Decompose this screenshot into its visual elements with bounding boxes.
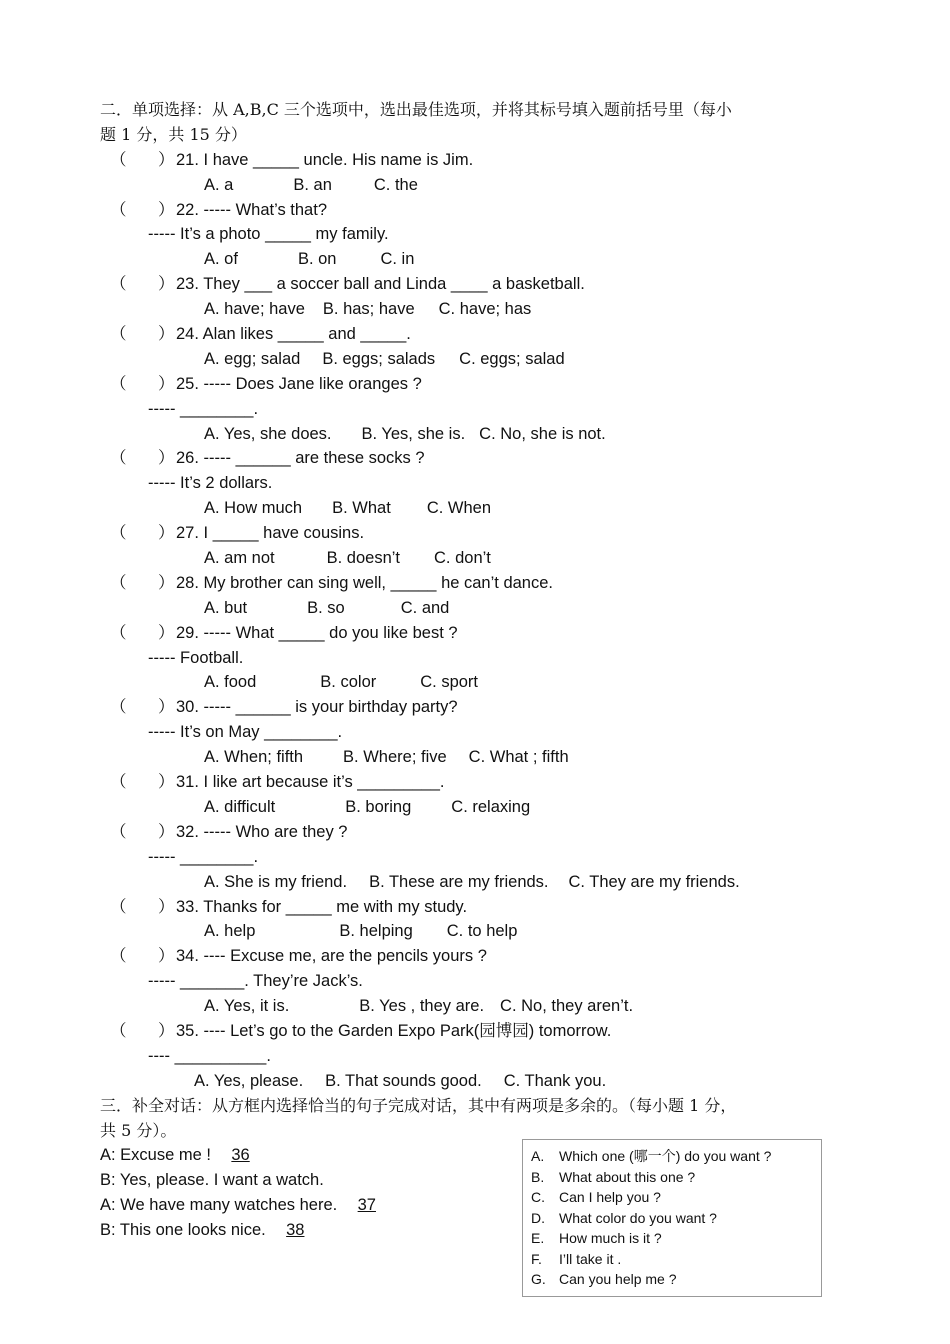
options-line — [100, 496, 870, 521]
dialogue-text: A: We have many watches here. — [100, 1196, 342, 1215]
box-option — [531, 1146, 821, 1167]
option-b: B. What — [332, 499, 391, 518]
question-text: 23. They ___ a soccer ball and Linda ____ a basketball. — [176, 275, 585, 294]
question-text: 35. ---- Let’s go to the Garden Expo Park(园博园) tomorrow. — [176, 1021, 612, 1040]
box-option-text: What about this one ? — [559, 1168, 696, 1185]
dialogue-text: A: Excuse me ! — [100, 1146, 216, 1165]
options-line — [100, 297, 870, 322]
question-response: ----- Football. — [148, 648, 244, 667]
question-line — [100, 521, 870, 546]
answer-bracket-left: （ — [110, 623, 127, 642]
answer-blank: 36 — [231, 1146, 250, 1165]
question-line — [100, 820, 870, 845]
question-response: ----- It’s a photo _____ my family. — [148, 225, 389, 244]
question-line — [100, 944, 870, 969]
question-text: 24. Alan likes _____ and _____. — [176, 325, 411, 344]
option-b: B. has; have — [322, 300, 415, 319]
question-text: 34. ---- Excuse me, are the pencils yours ? — [176, 947, 487, 966]
option-a: A. have; have — [204, 300, 305, 319]
answer-bracket-right: ） — [158, 1021, 175, 1040]
box-option-key: B. — [531, 1168, 545, 1185]
options-line — [100, 422, 870, 447]
answer-bracket-right: ） — [158, 573, 175, 592]
option-a: A. How much — [204, 499, 303, 518]
question-line — [100, 770, 870, 795]
worksheet — [100, 98, 870, 1243]
dialogue-text: B: Yes, please. I want a watch. — [100, 1171, 324, 1190]
box-option-key: G. — [531, 1271, 546, 1287]
option-c: C. the — [373, 175, 418, 194]
box-option — [531, 1187, 821, 1208]
box-option-key: C. — [531, 1189, 545, 1205]
options-line — [100, 596, 870, 621]
answer-bracket-right: ） — [158, 449, 175, 468]
box-option-key: D. — [531, 1209, 545, 1226]
question-response: ----- ________. — [148, 847, 259, 866]
option-a: A. Yes, she does. — [204, 424, 332, 443]
answer-blank: 37 — [357, 1196, 376, 1215]
question-line — [100, 198, 870, 223]
answer-bracket-right: ） — [158, 200, 175, 219]
box-option-text: Which one (哪一个) do you want ? — [559, 1148, 772, 1164]
answer-bracket-right: ） — [158, 773, 175, 792]
question-response: ---- __________. — [148, 1046, 271, 1065]
section3-heading-1: 三．补全对话：从方框内选择恰当的句子完成对话，其中有两项是多余的。（每小题 1 分， — [100, 1095, 737, 1115]
dialogue-text: B: This one looks nice. — [100, 1221, 271, 1240]
option-c: C. No, they aren’t. — [500, 997, 634, 1016]
box-option — [531, 1167, 821, 1188]
answer-bracket-left: （ — [110, 773, 127, 792]
box-option — [531, 1208, 821, 1229]
box-option — [531, 1228, 821, 1249]
option-b: B. doesn’t — [326, 549, 401, 568]
options-line — [100, 347, 870, 372]
options-line — [100, 994, 870, 1019]
answer-bracket-left: （ — [110, 325, 127, 344]
question-line — [100, 695, 870, 720]
question-text: 31. I like art because it’s _________. — [176, 773, 445, 792]
option-b: B. an — [293, 175, 332, 194]
option-b: B. boring — [345, 797, 412, 816]
option-a: A. a — [204, 175, 234, 194]
question-line — [100, 895, 870, 920]
options-line — [100, 546, 870, 571]
box-option — [531, 1269, 821, 1290]
question-text: 21. I have _____ uncle. His name is Jim. — [176, 150, 474, 169]
answer-bracket-left: （ — [110, 449, 127, 468]
option-c: C. eggs; salad — [459, 349, 565, 368]
options-line — [100, 919, 870, 944]
question-text: 25. ----- Does Jane like oranges ? — [176, 374, 422, 393]
option-c: C. and — [400, 598, 450, 617]
option-b: B. on — [297, 250, 337, 269]
options-line — [100, 670, 870, 695]
answer-bracket-right: ） — [158, 524, 175, 543]
option-c: C. don’t — [434, 549, 491, 568]
options-line — [100, 173, 870, 198]
answer-bracket-right: ） — [158, 897, 175, 916]
question-text: 33. Thanks for _____ me with my study. — [176, 897, 468, 916]
option-c: C. When — [426, 499, 491, 518]
answer-bracket-left: （ — [110, 698, 127, 717]
option-a: A. difficult — [204, 797, 276, 816]
answer-bracket-left: （ — [110, 947, 127, 966]
answer-bracket-right: ） — [158, 623, 175, 642]
option-a: A. When; fifth — [204, 748, 304, 767]
question-line — [100, 148, 870, 173]
answer-bracket-left: （ — [110, 897, 127, 916]
option-b: B. That sounds good. — [325, 1071, 482, 1090]
option-c: C. in — [380, 250, 415, 269]
answer-bracket-right: ） — [158, 822, 175, 841]
answer-bracket-left: （ — [110, 1021, 127, 1040]
question-text: 32. ----- Who are they ? — [176, 822, 348, 841]
option-a: A. She is my friend. — [204, 872, 348, 891]
option-b: B. Yes , they are. — [359, 997, 485, 1016]
answer-bracket-right: ） — [158, 275, 175, 294]
option-b: B. so — [307, 598, 345, 617]
options-line — [100, 247, 870, 272]
question-line — [100, 571, 870, 596]
question-line — [100, 322, 870, 347]
answer-bracket-left: （ — [110, 524, 127, 543]
question-text: 28. My brother can sing well, _____ he can’t dance. — [176, 573, 553, 592]
option-c: C. What ; fifth — [468, 748, 569, 767]
option-b: B. Yes, she is. — [361, 424, 466, 443]
option-b: B. Where; five — [343, 748, 447, 767]
box-option-key: A. — [531, 1148, 545, 1164]
option-a: A. Yes, it is. — [204, 997, 290, 1016]
option-a: A. food — [204, 673, 257, 692]
option-b: B. These are my friends. — [369, 872, 549, 891]
question-line — [100, 446, 870, 471]
option-c: C. They are my friends. — [568, 872, 740, 891]
question-line — [100, 272, 870, 297]
options-line — [100, 795, 870, 820]
answer-blank: 38 — [286, 1221, 305, 1240]
options-box — [522, 1139, 822, 1297]
option-c: C. to help — [446, 922, 518, 941]
box-option-text: What color do you want ? — [559, 1209, 717, 1226]
option-c: C. have; has — [438, 300, 532, 319]
question-response: ----- It’s 2 dollars. — [148, 474, 273, 493]
box-option-key: F. — [531, 1250, 542, 1267]
option-a: A. egg; salad — [204, 349, 301, 368]
option-b: B. color — [320, 673, 377, 692]
box-option-text: I’ll take it . — [559, 1250, 622, 1267]
question-line — [100, 372, 870, 397]
question-text: 22. ----- What’s that? — [176, 200, 327, 219]
option-a: A. am not — [204, 549, 275, 568]
question-response: ----- _______. They’re Jack’s. — [148, 972, 363, 991]
option-a: A. Yes, please. — [194, 1071, 304, 1090]
box-option-text: Can you help me ? — [559, 1271, 677, 1287]
answer-bracket-right: ） — [158, 947, 175, 966]
options-line — [100, 1069, 870, 1094]
options-line — [100, 745, 870, 770]
options-line — [100, 870, 870, 895]
answer-bracket-left: （ — [110, 822, 127, 841]
question-text: 26. ----- ______ are these socks ? — [176, 449, 425, 468]
question-line — [100, 1019, 870, 1044]
section2-heading-2: 题 1 分，共 15 分） — [100, 124, 247, 144]
question-line — [100, 621, 870, 646]
question-response: ----- ________. — [148, 399, 259, 418]
answer-bracket-left: （ — [110, 200, 127, 219]
option-a: A. but — [204, 598, 248, 617]
box-option-text: Can I help you ? — [559, 1189, 661, 1205]
question-text: 27. I _____ have cousins. — [176, 524, 365, 543]
answer-bracket-right: ） — [158, 374, 175, 393]
answer-bracket-left: （ — [110, 374, 127, 393]
answer-bracket-left: （ — [110, 573, 127, 592]
answer-bracket-right: ） — [158, 150, 175, 169]
question-list — [100, 148, 870, 1094]
section3-heading-2: 共 5 分）。 — [100, 1120, 177, 1140]
answer-bracket-left: （ — [110, 150, 127, 169]
answer-bracket-left: （ — [110, 275, 127, 294]
answer-bracket-right: ） — [158, 698, 175, 717]
option-a: A. of — [204, 250, 238, 269]
option-c: C. relaxing — [451, 797, 531, 816]
section2-heading-1: 二．单项选择：从 A,B,C 三个选项中，选出最佳选项，并将其标号填入题前括号里（每小 — [100, 100, 732, 119]
box-option — [531, 1249, 821, 1270]
answer-bracket-right: ） — [158, 325, 175, 344]
option-c: C. sport — [420, 673, 479, 692]
option-c: C. No, she is not. — [479, 424, 606, 443]
option-b: B. helping — [339, 922, 413, 941]
question-response: ----- It’s on May ________. — [148, 723, 343, 742]
question-text: 30. ----- ______ is your birthday party? — [176, 698, 458, 717]
option-b: B. eggs; salads — [322, 349, 436, 368]
question-text: 29. ----- What _____ do you like best ? — [176, 623, 458, 642]
option-c: C. Thank you. — [503, 1071, 607, 1090]
option-a: A. help — [204, 922, 256, 941]
box-option-text: How much is it ? — [559, 1230, 662, 1246]
box-option-key: E. — [531, 1230, 545, 1246]
